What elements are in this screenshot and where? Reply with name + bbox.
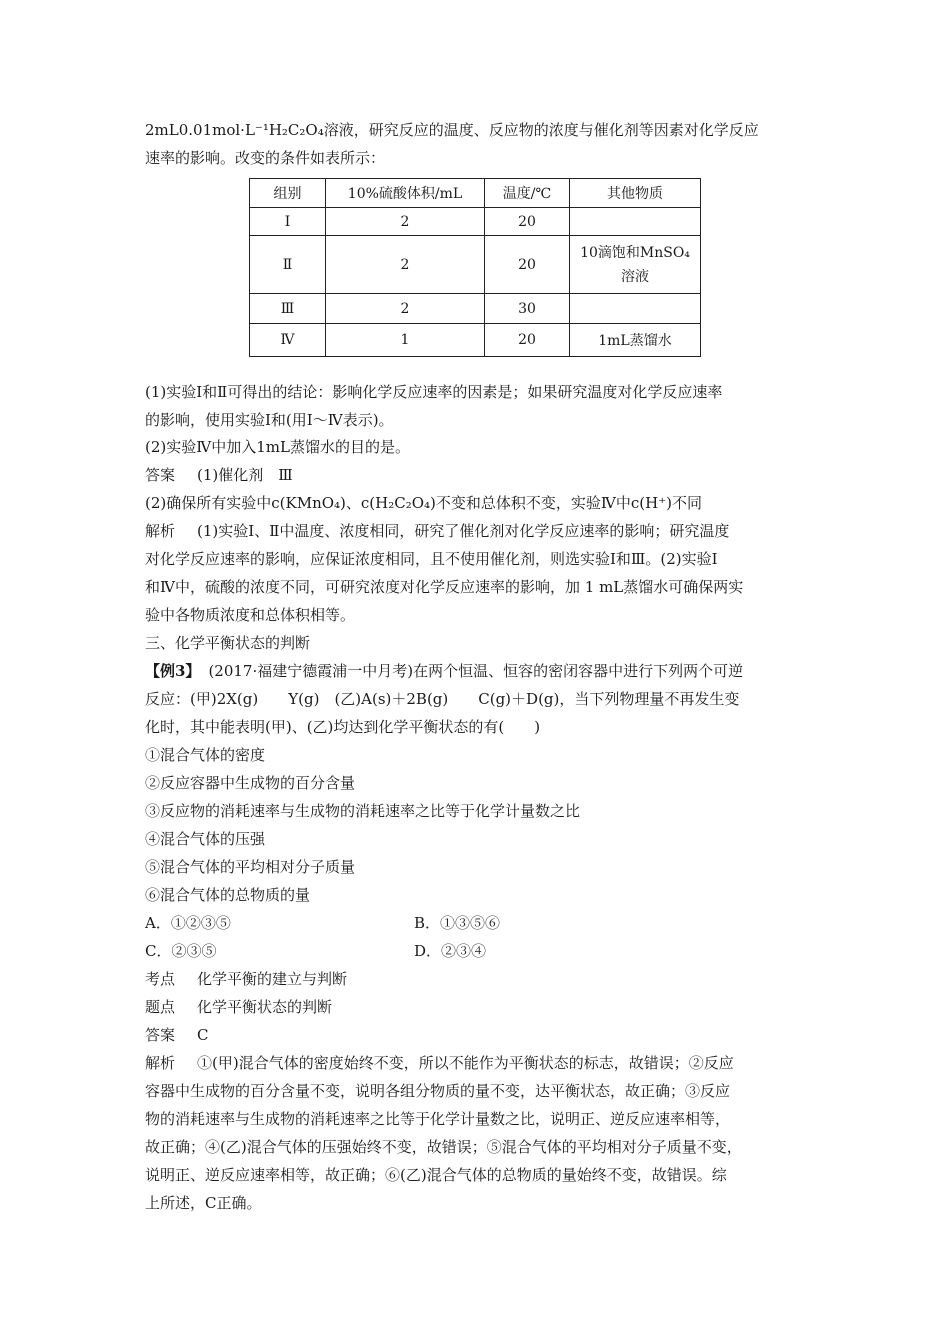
list-item: ⑥混合气体的总物质的量 (145, 886, 311, 904)
analysis-3-line-5: 说明正、逆反应速率相等，故正确；⑥(乙)混合气体的总物质的量始终不变，故错误。综 (145, 1166, 727, 1184)
analysis-label: 解析 (145, 1054, 176, 1072)
kaodian-label: 考点 (145, 970, 176, 988)
list-item: ⑤混合气体的平均相对分子质量 (145, 858, 356, 876)
question-1-line-2: 的影响，使用实验Ⅰ和(用Ⅰ～Ⅳ表示)。 (145, 411, 394, 429)
table-cell: Ⅳ (250, 324, 326, 357)
example-3-text: (2017·福建宁德霞浦一中月考)在两个恒温、恒容的密闭容器中进行下列两个可逆 (208, 662, 744, 680)
answer-label: 答案 (145, 466, 176, 484)
list-item: ③反应物的消耗速率与生成物的消耗速率之比等于化学计量数之比 (145, 802, 581, 820)
table-cell: 20 (485, 236, 570, 294)
table-cell: 1mL蒸馏水 (570, 324, 701, 357)
list-item: ④混合气体的压强 (145, 830, 266, 848)
option-d: D．②③④ (414, 942, 487, 960)
tidian-label: 题点 (145, 998, 176, 1016)
option-b: B．①③⑤⑥ (414, 914, 501, 932)
table-row (250, 294, 701, 324)
table-header-cell: 其他物质 (570, 179, 701, 208)
question-1-line-1: (1)实验Ⅰ和Ⅱ可得出的结论：影响化学反应速率的因素是；如果研究温度对化学反应速率 (145, 383, 723, 401)
table-cell: Ⅰ (250, 208, 326, 236)
table-cell: 2 (326, 236, 485, 294)
table-cell: Ⅲ (250, 294, 326, 324)
table-row (250, 236, 701, 294)
analysis-1-line-2: 对化学反应速率的影响，应保证浓度相同，且不使用催化剂，则选实验Ⅰ和Ⅲ。(2)实验Ⅰ (145, 550, 718, 568)
analysis-3-text: ①(甲)混合气体的密度始终不变，所以不能作为平衡状态的标志，故错误；②反应 (197, 1054, 734, 1072)
analysis-3-line-3: 物的消耗速率与生成物的消耗速率之比等于化学计量数之比，说明正、逆反应速率相等， (145, 1110, 731, 1128)
table-cell: 20 (485, 324, 570, 357)
question-2: (2)实验Ⅳ中加入1mL蒸馏水的目的是。 (145, 438, 410, 456)
table-cell: Ⅱ (250, 236, 326, 294)
table-cell: 2 (326, 208, 485, 236)
tidian-value: 化学平衡状态的判断 (197, 998, 333, 1016)
table-cell: 10滴饱和MnSO₄溶液 (570, 236, 701, 294)
table-header-cell: 温度/℃ (485, 179, 570, 208)
table-row (250, 208, 701, 236)
table-cell: 2 (326, 294, 485, 324)
analysis-1-line-3: 和Ⅳ中，硫酸的浓度不同，可研究浓度对化学反应速率的影响，加 1 mL蒸馏水可确保两实 (145, 578, 744, 596)
analysis-3-line-6: 上所述，C正确。 (145, 1194, 262, 1212)
example-3-line-2: 反应：(甲)2X(g) Y(g) (乙)A(s)＋2B(g) C(g)＋D(g)，当下列物理量不再发生变 (145, 690, 740, 708)
analysis-1-text: (1)实验Ⅰ、Ⅱ中温度、浓度相同，研究了催化剂对化学反应速率的影响；研究温度 (197, 522, 730, 540)
table-cell (570, 208, 701, 236)
tidian-line (145, 997, 332, 1017)
list-item: ②反应容器中生成物的百分含量 (145, 774, 356, 792)
analysis-3-line-1 (145, 1053, 734, 1073)
kaodian-value: 化学平衡的建立与判断 (197, 970, 348, 988)
answer-1-line (145, 465, 293, 485)
example-tag: 【例3】 (145, 662, 201, 680)
table-cell: 20 (485, 208, 570, 236)
analysis-1-line-1 (145, 521, 729, 541)
table-cell: 1 (326, 324, 485, 357)
analysis-1-line-4: 验中各物质浓度和总体积相等。 (145, 606, 356, 624)
table-cell: 30 (485, 294, 570, 324)
answer-label: 答案 (145, 1026, 176, 1044)
analysis-3-line-4: 故正确；④(乙)混合气体的压强始终不变，故错误；⑤混合气体的平均相对分子质量不变， (145, 1138, 742, 1156)
kaodian-line (145, 969, 347, 989)
option-c: C．②③⑤ (145, 942, 217, 960)
table-header-cell: 组别 (250, 179, 326, 208)
option-a: A．①②③⑤ (145, 914, 231, 932)
analysis-label: 解析 (145, 522, 176, 540)
list-item: ①混合气体的密度 (145, 746, 266, 764)
answer-3-line (145, 1025, 209, 1045)
answer-part-1: (1)催化剂 Ⅲ (197, 466, 293, 484)
section-title: 三、化学平衡状态的判断 (145, 634, 311, 652)
answer-value: C (197, 1026, 209, 1044)
example-3-line-3: 化时，其中能表明(甲)、(乙)均达到化学平衡状态的有( ) (145, 718, 541, 736)
table-header-cell: 10%硫酸体积/mL (326, 179, 485, 208)
analysis-3-line-2: 容器中生成物的百分含量不变，说明各组分物质的量不变，达平衡状态，故正确；③反应 (145, 1082, 731, 1100)
intro-line-2: 速率的影响。改变的条件如表所示： (145, 149, 386, 167)
intro-line-1: 2mL0.01mol·L⁻¹H₂C₂O₄溶液，研究反应的温度、反应物的浓度与催化剂等因素对化学反应 (145, 121, 759, 139)
table-row (250, 324, 701, 357)
answer-1-part-2: (2)确保所有实验中c(KMnO₄)、c(H₂C₂O₄)不变和总体积不变，实验Ⅳ中c(H⁺)不同 (145, 494, 702, 512)
table-cell (570, 294, 701, 324)
experiment-table (249, 178, 701, 357)
table-header-row (250, 179, 701, 208)
example-3-line-1 (145, 661, 743, 681)
